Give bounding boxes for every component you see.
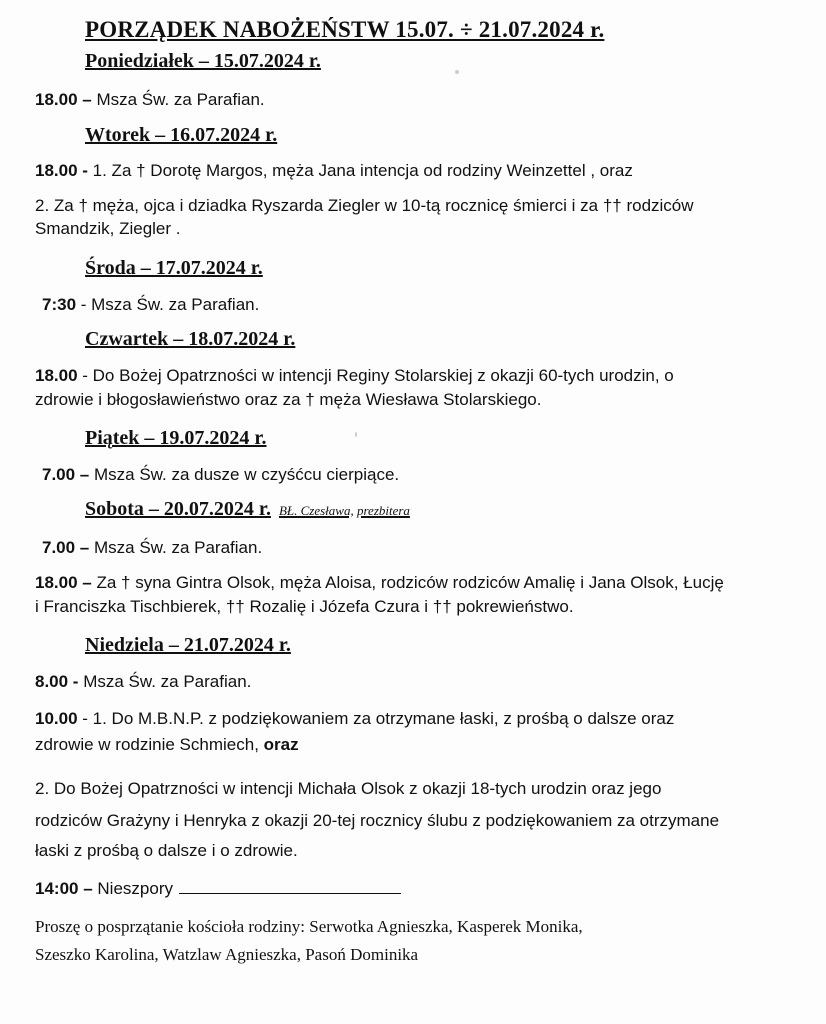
entry-tuesday-2-cont: Smandzik, Ziegler . <box>35 219 181 238</box>
entry-text: - 1. Do M.B.N.P. z podziękowaniem za otrzymane łaski, z prośbą o dalsze oraz <box>77 709 675 728</box>
entry-time: 8.00 - <box>35 672 79 691</box>
entry-time: 14:00 – <box>35 879 93 898</box>
entry-time: 7:30 <box>42 295 77 314</box>
entry-time: 10.00 <box>35 709 78 728</box>
entry-text: Msza Św. za Parafian. <box>91 90 265 109</box>
blank-line <box>179 879 401 894</box>
entry-thursday <box>35 366 674 386</box>
day-heading-monday: Poniedziałek – 15.07.2024 r. <box>85 50 321 72</box>
scan-speck <box>455 70 459 74</box>
entry-text: Msza Św. za Parafian. <box>78 672 252 691</box>
entry-sunday-2-cont <box>35 735 299 755</box>
entry-text: - Msza Św. za Parafian. <box>76 295 260 314</box>
entry-sunday-2 <box>35 709 674 729</box>
entry-text: zdrowie w rodzinie Schmiech, <box>35 735 264 754</box>
entry-saturday-2-cont: i Franciszka Tischbierek, †† Rozalię i Józefa Czura i †† pokrewieństwo. <box>35 597 574 616</box>
entry-thursday-cont: zdrowie i błogosławieństwo oraz za † męża Wiesława Stolarskiego. <box>35 390 542 409</box>
entry-sunday-3: 2. Do Bożej Opatrzności w intencji Michała Olsok z okazji 18-tych urodzin oraz jego <box>35 779 662 798</box>
day-heading-text: Sobota – 20.07.2024 r. <box>85 498 271 520</box>
entry-friday <box>42 465 399 485</box>
entry-sunday-3-cont2: łaski z prośbą o dalsze i o zdrowie. <box>35 841 298 860</box>
day-heading-wednesday: Środa – 17.07.2024 r. <box>85 257 263 279</box>
entry-monday <box>35 90 265 110</box>
day-heading-tuesday: Wtorek – 16.07.2024 r. <box>85 124 278 146</box>
page-title: PORZĄDEK NABOŻEŃSTW 15.07. ÷ 21.07.2024 r. <box>85 17 605 42</box>
scan-speck <box>355 432 357 437</box>
entry-time: 7.00 – <box>42 538 90 557</box>
entry-saturday-2 <box>35 573 724 593</box>
entry-time: 18.00 – <box>35 573 92 592</box>
entry-text: Msza Św. za dusze w czyśćcu cierpiące. <box>89 465 400 484</box>
entry-text: Nieszpory <box>92 879 173 898</box>
day-heading-thursday: Czwartek – 18.07.2024 r. <box>85 328 296 350</box>
entry-sunday-vespers <box>35 879 401 899</box>
entry-text: Za † syna Gintra Olsok, męża Aloisa, rodziców rodziców Amalię i Jana Olsok, Łucję <box>91 573 724 592</box>
entry-sunday-1 <box>35 672 251 692</box>
cleaning-notice-line2: Szeszko Karolina, Watzlaw Agnieszka, Pasoń Dominika <box>35 945 419 964</box>
entry-text-bold: oraz <box>263 735 299 754</box>
entry-wednesday <box>42 295 259 315</box>
day-heading-sunday: Niedziela – 21.07.2024 r. <box>85 634 291 656</box>
entry-text: 1. Za † Dorotę Margos, męża Jana intencja od rodziny Weinzettel , oraz <box>87 161 633 180</box>
entry-time: 7.00 – <box>42 465 90 484</box>
entry-tuesday-1 <box>35 161 633 181</box>
entry-tuesday-2: 2. Za † męża, ojca i dziadka Ryszarda Ziegler w 10-tą rocznicę śmierci i za †† rodziców <box>35 196 694 215</box>
day-heading-saturday <box>85 498 410 521</box>
day-heading-friday: Piątek – 19.07.2024 r. <box>85 427 267 449</box>
entry-text: Msza Św. za Parafian. <box>89 538 263 557</box>
entry-time: 18.00 – <box>35 90 92 109</box>
entry-time: 18.00 <box>35 366 78 385</box>
entry-time: 18.00 - <box>35 161 88 180</box>
entry-text: - Do Bożej Opatrzności w intencji Reginy Stolarskiej z okazji 60-tych urodzin, o <box>77 366 674 385</box>
entry-saturday-1 <box>42 538 262 558</box>
cleaning-notice-line1: Proszę o posprzątanie kościoła rodziny: Serwotka Agnieszka, Kasperek Monika, <box>35 917 583 936</box>
entry-sunday-3-cont: rodziców Grażyny i Henryka z okazji 20-tej rocznicy ślubu z podziękowaniem za otrzymane <box>35 811 720 830</box>
feast-note: BŁ. Czesława, prezbitera <box>278 503 410 518</box>
